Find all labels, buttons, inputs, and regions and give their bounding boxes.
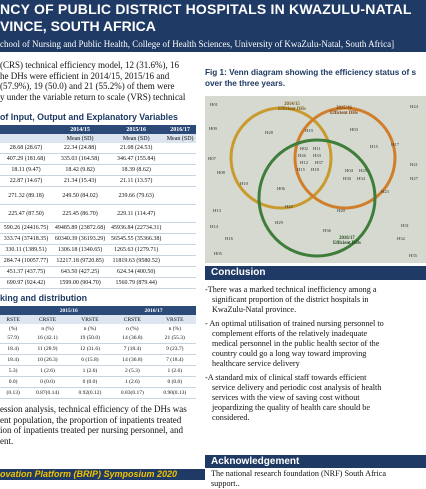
footer-text: ovation Platform (BRIP) Symposium 2020 [0,469,178,479]
table-row: 57.9) 16 (42.1) 19 (50.0) 14 (36.8) 21 (55.3) [0,333,196,344]
table-row: 590.26 (24416.75) 49485.89 (23872.68) 45936.84 (22734.31) [0,223,196,234]
hospital-label: H13 [213,208,221,213]
intro-line: he DHs were efficient in 2014/15, 2015/16 and [0,70,170,81]
hospital-label: H06 [277,186,285,191]
figure-caption-line2: over the three years. [205,78,286,88]
intro-paragraph [0,60,196,102]
hospital-label: H35 [409,253,417,258]
hospital-label: H33 [313,153,321,158]
venn-svg [205,96,426,263]
acknowledgement-text: The national research foundation (NRF) South Africa support.. [211,469,423,480]
table-row: 451.37 (437.75) 643.50 (427.25) 624.34 (400.50) [0,267,196,278]
hospital-label: H09 [209,126,217,131]
table-row: 330.11 (1389.51) 1306.18 (1340.65) 1265.63 (1279.71) [0,245,196,256]
hospital-label: H37 [315,160,323,165]
hospital-label: H04 [345,168,353,173]
table1-subcol: Mean (SD) [164,134,196,143]
hospital-label: H21 [410,162,418,167]
hospital-label: H16 [225,236,233,241]
descriptive-statistics-table [0,125,196,289]
venn-circle-2015 [295,108,395,208]
hospital-label: H17 [391,142,399,147]
venn-label-a: 2014/15 Efficient DHs [278,102,306,112]
discussion-line: ent. [0,435,14,446]
venn-label-b: 2015/16 Efficient DHs [330,106,358,116]
discussion-paragraph [0,404,196,446]
hospital-label: H28 [265,130,273,135]
hospital-label: H15 [370,144,378,149]
hospital-label: H07 [208,156,216,161]
table1-col: 2015/16 [108,125,164,134]
table-row: 284.74 (10057.77) 12217.18 (9720.85) 11819.63 (9580.52) [0,256,196,267]
table-row: 271.32 (89.18) 249.50 (84.02) 239.66 (79.63) [0,187,196,205]
intro-line: (CRS) technical efficiency model, 12 (31.6%), 16 [0,60,180,70]
hospital-label: H20 [337,208,345,213]
author-affiliation: chool of Nursing and Public Health, College of Health Sciences, University of KwaZulu-Natal, South Africa] [0,39,395,49]
table-row: 407.29 (181.68) 335.03 (164.58) 346.47 (155.84) [0,154,196,165]
hospital-label: H36 [323,228,331,233]
hospital-label: H19 [305,128,313,133]
table-row: 18.4) 11 (28.9) 12 (31.6) 7 (18.4) 9 (23.7) [0,344,196,355]
efficiency-distribution-table: 2015/16 2016/17 RSTE CRSTE VRSTE CRSTE VRSTE (%) n (%) n (%) n (%) n (%) 57.9) 16 (42.1) 19 (50.0) 14 (36.8) 21 (55.3) 18.4) 11 (28.9) 12 (31.6) 7 (18.4) 9 (23.7) 18.4) 10 (26.3) 6 (15.8) 14 (36.8) 7 (18.4) 5.3) 1 (2.6) 1 (2.6) 2 (5.3) 1 (2.6) 0.0) 0 (0.0) 0 (0.0) 1 (2.6) 0 (0.0) (0.13) 0.87(0.14) 0.92(0.12) 0.83(0.17) 0.90(0.13) [0,306,196,399]
table-row: 225.47 (87.50) 225.45 (86.70) 229.11 (114.47) [0,205,196,223]
table-row: 18.4) 10 (26.3) 6 (15.8) 14 (36.8) 7 (18.4) [0,355,196,366]
conclusion-bullet: -There was a marked technical inefficiency among a significant proportion of the district hospitals in KwaZulu-Natal province. [205,285,377,314]
discussion-line: ession analysis, technical efficiency of the DHs was [0,404,187,414]
hospital-label: H27 [410,176,418,181]
hospital-label: H05 [214,251,222,256]
venn-diagram [205,96,426,263]
hospital-label: H01 [210,102,218,107]
hospital-label: H11 [313,146,321,151]
conclusion-bullet: - An optimal utilisation of trained nursing personnel to complement efforts of the relatively inadequate medical personnel in the public health sector of the country could go a long way toward improving healthcare service delivery [205,319,384,368]
table1-subcol: Mean (SD) [108,134,164,143]
table2-year: 2015/16 [26,306,111,315]
table-row: (0.13) 0.87(0.14) 0.92(0.12) 0.83(0.17) 0.90(0.13) [0,388,196,399]
table-row: 5.3) 1 (2.6) 1 (2.6) 2 (5.3) 1 (2.6) [0,366,196,377]
table-row: 18.11 (9.47) 18.42 (9.82) 18.39 (8.62) [0,165,196,176]
hospital-label: H03 [350,127,358,132]
left-column [0,60,196,446]
conclusion-bullet: -A standard mix of clinical staff towards efficient service delivery and periodic cost analysis of health services with the view of saving cost without jeopardizing the quality of health care should be considered. [205,373,382,422]
hospital-label: H26 [298,153,306,158]
conclusion-heading: Conclusion [205,266,426,280]
hospital-label: H18 [311,167,319,172]
table2-year: 2016/17 [111,306,196,315]
poster-header [0,0,426,52]
hospital-label: H02 [300,146,308,151]
hospital-label: H23 [381,189,389,194]
venn-circle-2014 [231,108,331,208]
table1-col: 2016/17 [164,125,196,134]
hospital-label: H25 [359,168,367,173]
hospital-label: H34 [357,176,365,181]
hospital-label: H12 [300,160,308,165]
hospital-label: H30 [343,176,351,181]
hospital-label: H24 [410,104,418,109]
intro-line: y under the variable return to scale (VRS) technical [0,91,186,102]
discussion-line: ion of inpatients treated per nursing personnel, and [0,425,183,435]
hospital-label: H31 [401,223,409,228]
intro-line: (57.9%), 19 (50.0) and 21 (55.2%) of them were [0,81,175,91]
discussion-line: ent population, the proportion of inpatients treated [0,414,182,425]
table1-heading: of Input, Output and Explanatory Variables [0,112,178,122]
hospital-label: H15 [297,167,305,172]
table-row: 0.0) 0 (0.0) 0 (0.0) 1 (2.6) 0 (0.0) [0,377,196,388]
figure-caption-line1: Fig 1: Venn diagram showing the efficiency status of s [205,68,417,77]
figure-caption [205,68,416,89]
table-row: 690.97 (924.42) 1599.00 (904.70) 1560.79 (879.44) [0,278,196,289]
hospital-label: H22 [285,204,293,209]
poster-title-line1: NCY OF PUBLIC DISTRICT HOSPITALS IN KWAZULU-NATAL [0,1,412,17]
hospital-label: H29 [275,220,283,225]
venn-label-c: 2016/17 Efficient DHs [333,236,361,246]
hospital-label: H10 [240,181,248,186]
table-row: 28.68 (28.67) 22.34 (24.88) 21.08 (24.53) [0,143,196,154]
hospital-label: H32 [397,236,405,241]
table2-heading: king and distribution [0,293,87,303]
table1-col: 2014/15 [52,125,108,134]
hospital-label: H14 [210,224,218,229]
table-row: 22.87 (14.67) 21.34 (15.43) 21.11 (13.57) [0,176,196,187]
hospital-label: H08 [217,170,225,175]
table1-subcol: Mean (SD) [52,134,108,143]
table-row: 333.74 (37418.35) 60340.39 (36193.29) 56545.55 (35366.38) [0,234,196,245]
poster-title-line2: VINCE, SOUTH AFRICA [0,18,156,34]
footer-band [0,469,205,480]
conclusion-list [205,285,423,427]
acknowledgement-heading: Acknowledgement [205,455,426,468]
